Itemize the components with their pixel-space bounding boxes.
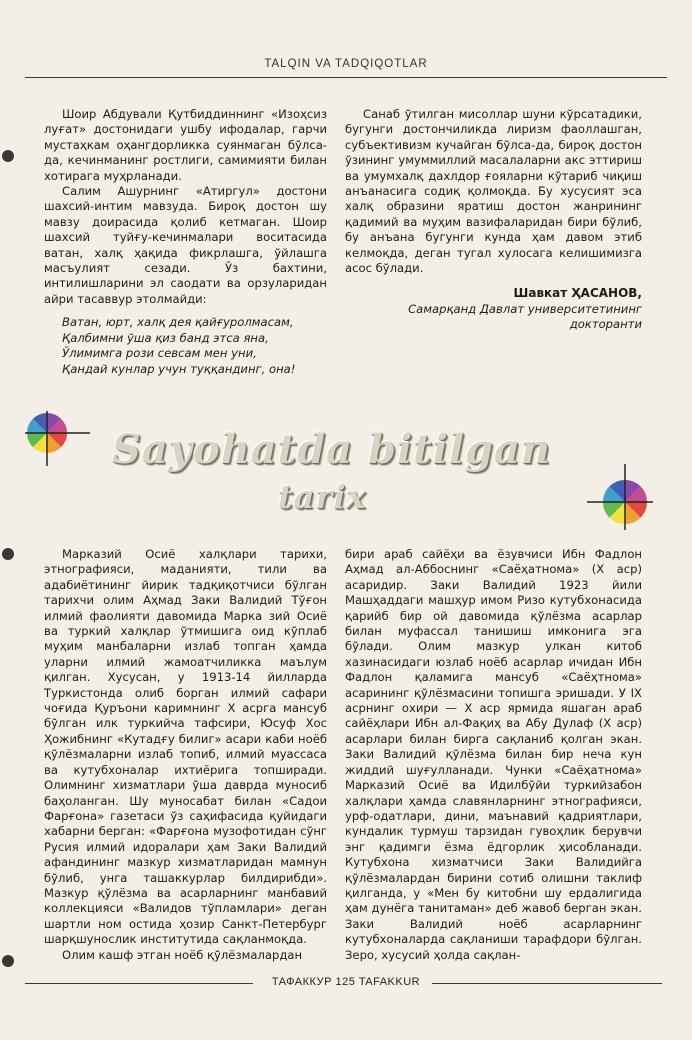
poem-line: Қалбимни ўша қиз банд этса яна, [62, 330, 269, 345]
title-line: tarix [278, 478, 367, 516]
paragraph: Марказий Осиё халқлари тарихи, этнографияси, маданияти, тили ва адабиётининг йирик тадқиқотчиси бўлган тарихчи олим Аҳмад Заки Валидий Тўғон илмий фаолияти давомида Марка зий Осиё ва туркий халқлар ўтмишига оид кўплаб муҳим манбаларни излаб топган ҳамда уларни илмий жамоатчиликка маълум қилган. Хусусан, у 1913-14 йилларда Туркистонда олиб борган илмий сафари чоғида Қуръони каримнинг X асрга мансуб бўлган илк туркийча тафсири, Юсуф Хос Ҳожибнинг «Кутадғу билиг» асари каби ноёб қўлёзмаларни излаб топиб, илмий муассаса ва кутубхоналар ихтиёрига топширади. Олимнинг хизматлари ўша даврда муносиб баҳоланган. Шу муносабат билан «Садои Фарғона» газетаси ўз саҳифасида қуйидаги хабарни берган: «Фарғона музофотидан сўнг Русия илмий идоралари ҳам Заки Валидий афандининг мазкур хизматларидан мамнун бўлиб, унга ташаккурлар билдирибди». Мазкур қўлёзма ва асарларнинг манбавий коллекцияси «Валидов тўпламлари» деган шартли ном остида ҳозир Санкт-Петербург шарқшунослик институтида сақланмоқда. [44, 547, 327, 947]
top-left-column [44, 107, 327, 377]
bottom-left-column [44, 547, 327, 963]
author-affiliation: Самарқанд Давлат университетининг [408, 301, 642, 316]
binder-hole [2, 548, 14, 560]
running-header: TALQIN VA TADQIQOTLAR [264, 58, 428, 70]
header-rule [25, 77, 667, 78]
paragraph: Санаб ўтилган мисоллар шуни кўрсатадики, бугунги достончиликда лиризм фаоллашган, субъективизм кучайган бўлса-да, бироқ достон ўзининг умуммиллий масалаларни акс эттириш ва умумхалқ дахлдор ғояларни кўтариб чиқиш анъанасига содиқ қолмоқда. Бу хусусият эса халқ образини яратиш достон жанрининг қадимий ва муҳим вазифаларидан бири бўлиб, бу анъана бугунги кунда ҳам давом этиб келмоқда, деган тугал хулосага келишимизга асос бўлади. [345, 107, 642, 276]
author-name: Шавкат ҲАСАНОВ, [513, 286, 642, 301]
paragraph: бири араб сайёҳи ва ёзувчиси Ибн Фадлон Аҳмад ал-Аббоснинг «Саёҳатнома» (X аср) асаридир. Заки Валидий 1923 йили Машҳаддаги машҳур имом Ризо кутубхонасида қарийб бир ой давомида қўлёзма асарлар билан муфассал танишиш имконига эга бўлади. Олим мазкур улкан китоб хазинасидаги юзлаб ноёб асарлар ичидан Ибн Фадлон қаламига мансуб «Саёҳтнома» асарининг қўлёзмасини топишга эришади. У IX асрнинг охири — X аср ярмида яшаган араб сайёҳлари Ибн ал-Фақиҳ ва Абу Дулаф (X аср) асарлари билан бирга сақланиб қолган экан. Заки Валидий қўлёзма билан бир неча кун жиддий шуғулланади. Чунки «Саёҳатнома» Марказий Осиё ва Идилбўйи туркийзабон халқлари ҳамда славянларнинг этнографияси, урф-одатлари, дини, маънавий қадриятлари, кундалик турмуш тарзидан гувоҳлик берувчи энг қадимги ёзма ёдгорлик ҳисобланади. Кутубхона хизматчиси Заки Валидийга қўлёзмалардан бирини сотиб олишни таклиф қилганда, у «Мен бу китобни шу ердалигида ҳам дунёга танитаман» деб жавоб берган экан. Заки Валидий ноёб асарларнинг кутубхоналарда сақланиши тарафдори бўлган. Зеро, хусусий ҳолда сақлан- [345, 547, 642, 962]
article-title [60, 420, 640, 530]
footer-rule-right [432, 983, 662, 984]
title-line: Sayohatda bitilgan [112, 426, 552, 473]
page-footer: ТАФАККУР 125 TAFAKKUR [271, 976, 421, 988]
author-affiliation: докторанти [569, 317, 642, 332]
poem-quote [44, 315, 327, 377]
paragraph: Олим кашф этган ноёб қўлёзмалардан [62, 947, 303, 962]
poem-line: Ўлимимга рози севсам мен уни, [62, 346, 257, 361]
paragraph: Шоир Абдували Қутбиддиннинг «Изоҳсиз луғат» достонидаги ушбу ифодалар, гарчи мустаҳкам оҳангдорликка суянмаган бўлса-да, кечинманинг ростлиги, самимияти билан хотирага муҳрланади. [44, 107, 327, 183]
top-right-column [345, 107, 642, 333]
poem-line: Қандай кунлар учун туққандинг, она! [62, 361, 296, 376]
binder-hole [2, 150, 14, 162]
bottom-right-column [345, 547, 642, 963]
poem-line: Ватан, юрт, халқ дея қайғуролмасам, [62, 315, 294, 330]
paragraph: Салим Ашурнинг «Атиргул» достони шахсий-интим мавзуда. Бироқ достон шу мавзу доирасида қолиб кетмаган. Шоир шахсий туйғу-кечинмалари воситасида ватан, халқ ҳақида фикрлашга, ўйлашга масъулият сезади. Ўз бахтини, интилишларини эл саодати ва орзуларидан айри тасаввур этолмайди: [44, 184, 327, 306]
binder-hole [2, 955, 14, 967]
